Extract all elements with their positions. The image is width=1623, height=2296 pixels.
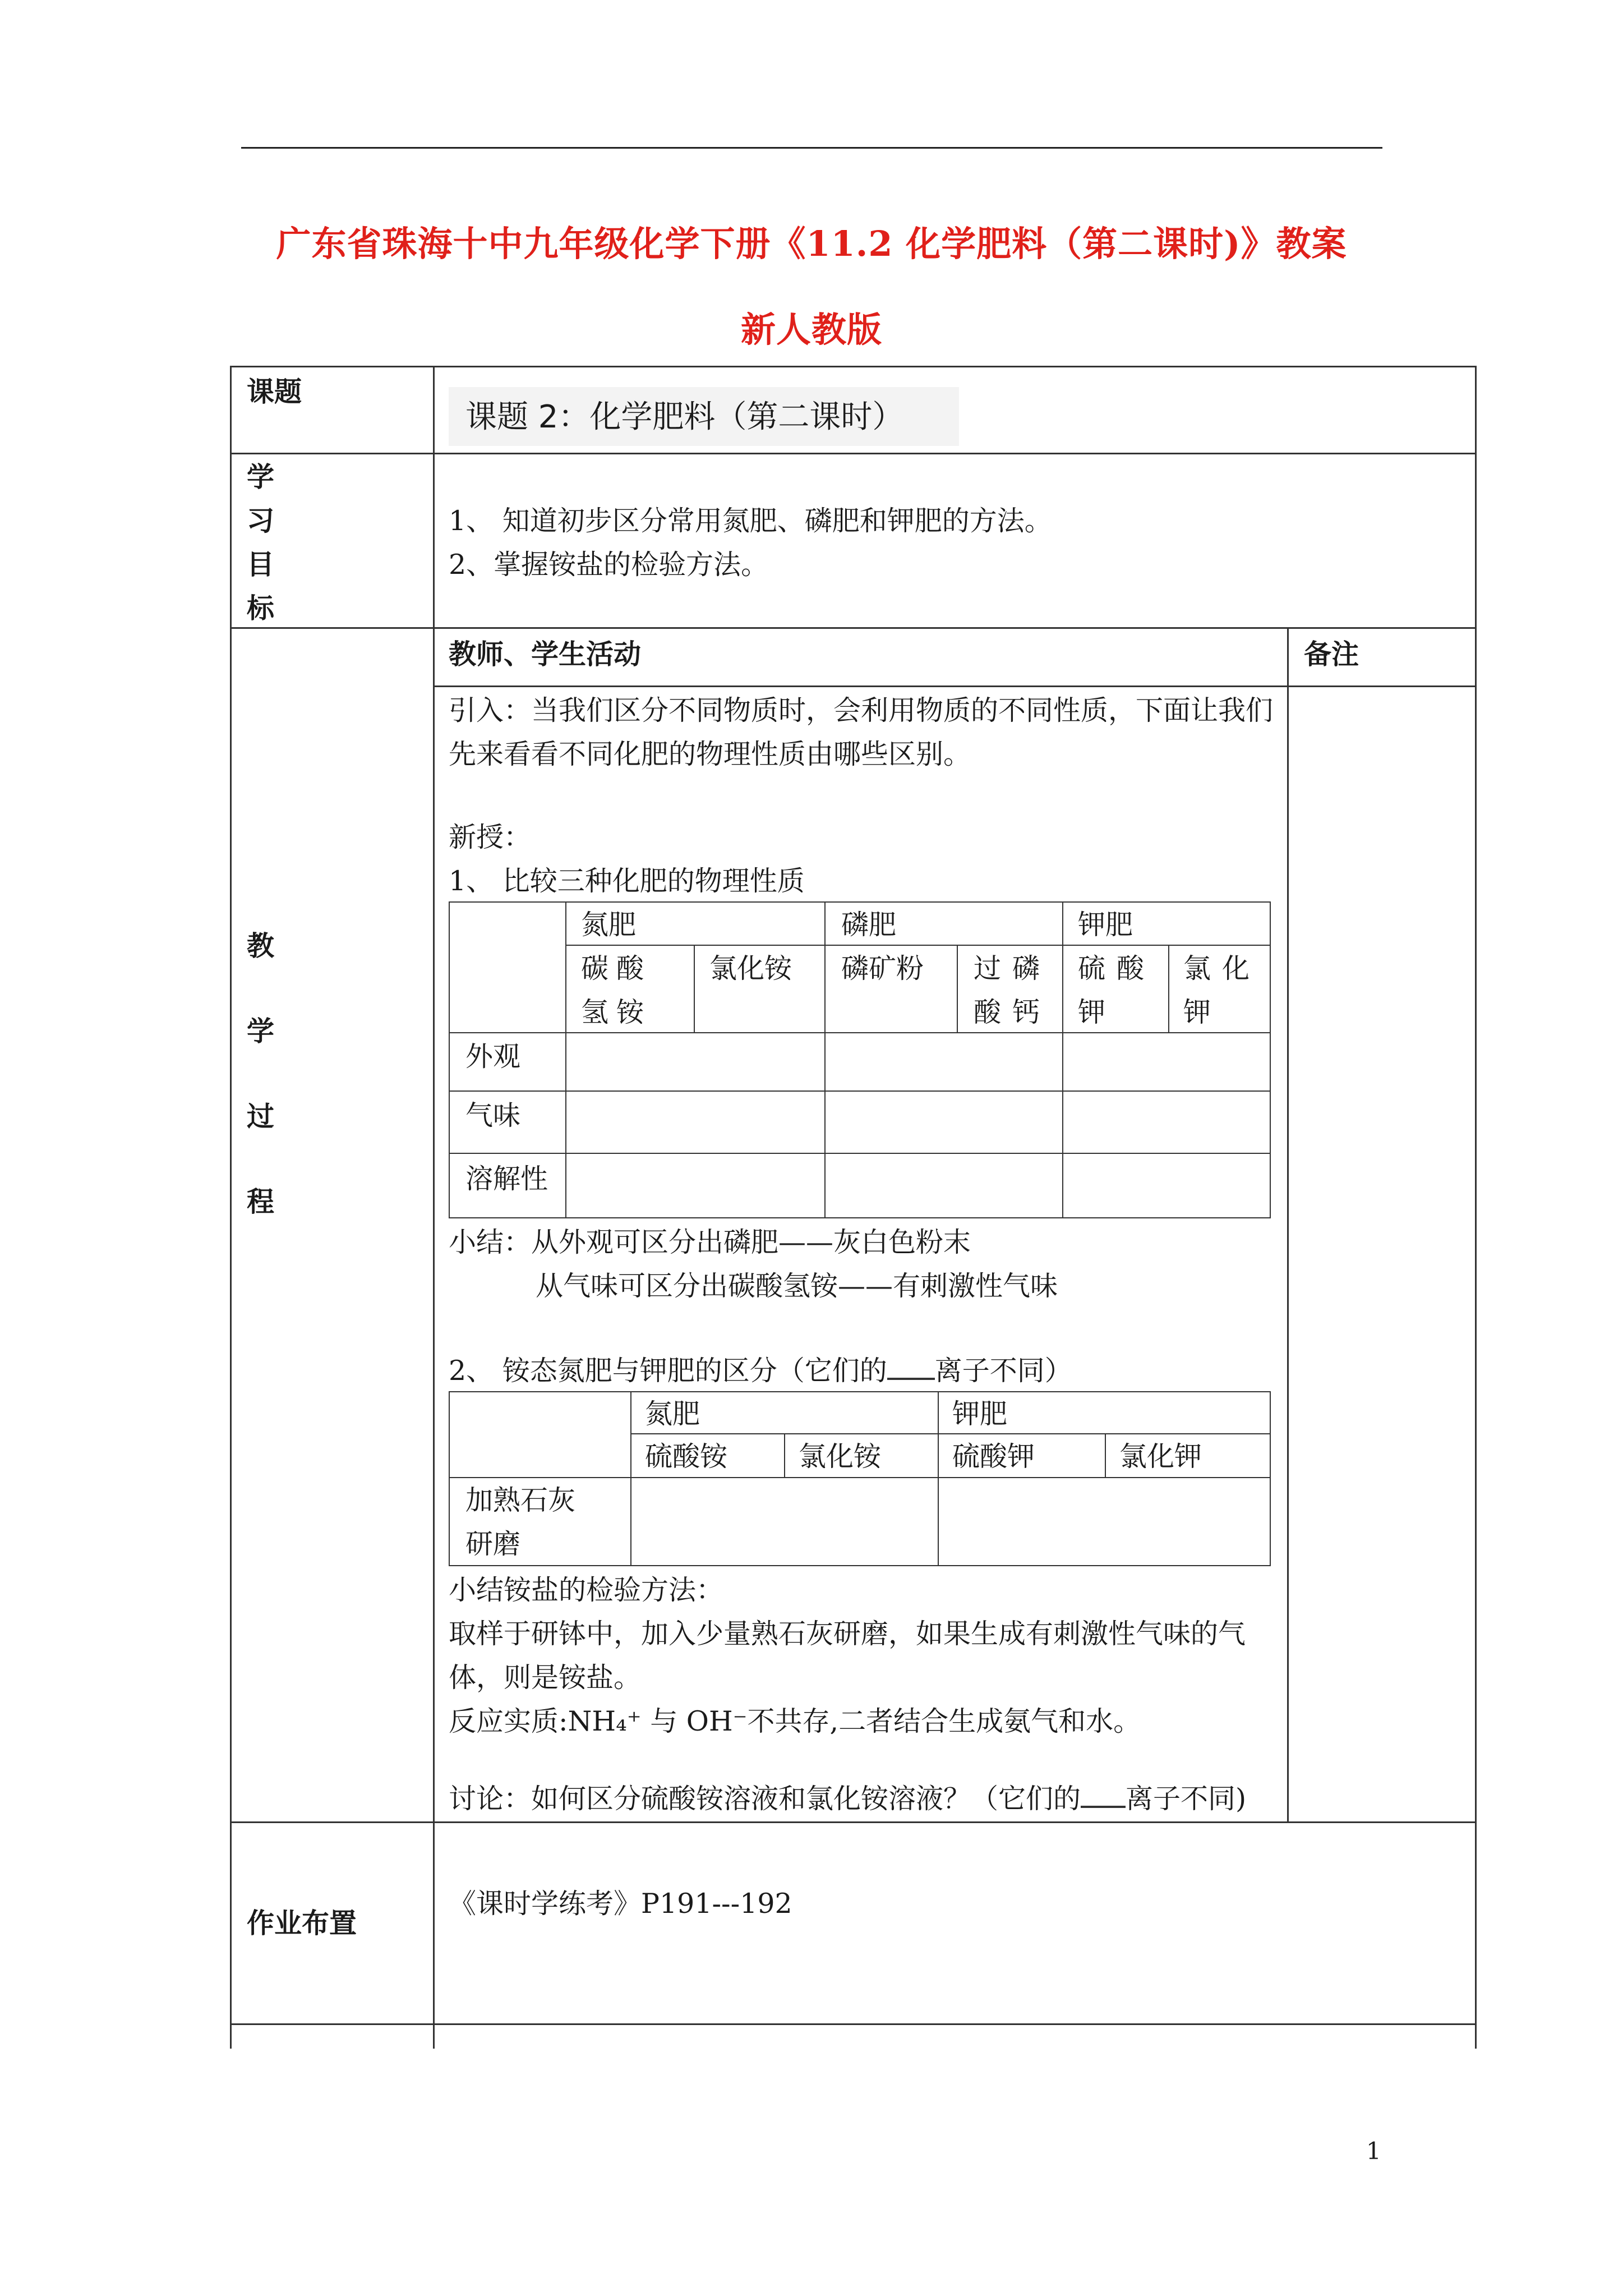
document-title: 广东省珠海十中九年级化学下册《11.2 化学肥料（第二课时)》教案 — [276, 223, 1347, 264]
group-phosphate: 磷肥 — [841, 909, 897, 941]
activity-header: 教师、学生活动 — [449, 638, 642, 670]
summary2-line1: 取样于研钵中，加入少量熟石灰研磨，如果生成有刺激性气味的气 — [449, 1618, 1246, 1650]
goals-label-3: 目 — [247, 549, 275, 581]
section1-heading: 1、 比较三种化肥的物理性质 — [449, 865, 805, 897]
section2-heading: 2、 铵态氮肥与钾肥的区分（它们的 离子不同） — [449, 1355, 1072, 1387]
item2-potassium-sulfate: 硫酸钾 — [952, 1441, 1035, 1473]
homework-value: 《课时学练考》P191---192 — [449, 1888, 792, 1920]
homework-label: 作业布置 — [247, 1907, 357, 1939]
goals-label-1: 学 — [247, 461, 275, 493]
intro-text: 引入：当我们区分不同物质时，会利用物质的不同性质，下面让我们先来看看不同化肥的物理性质由哪些区别。 — [449, 694, 1274, 770]
row-solubility: 溶解性 — [465, 1163, 548, 1195]
process-label-3: 过 — [247, 1101, 275, 1133]
item-ammonium-bicarbonate: 碳酸氢铵 — [581, 953, 652, 1028]
summary1-line1: 小结：从外观可区分出磷肥——灰白色粉末 — [449, 1226, 971, 1258]
top-rule — [241, 147, 1382, 149]
goals-label-4: 标 — [247, 592, 275, 624]
notes-header: 备注 — [1304, 638, 1359, 670]
process-label-4: 程 — [247, 1186, 275, 1218]
goal-item: 2、掌握铵盐的检验方法。 — [449, 549, 769, 581]
item2-ammonium-sulfate: 硫酸铵 — [645, 1441, 728, 1473]
summary2-title: 小结铵盐的检验方法： — [449, 1574, 724, 1606]
row2-label-2: 研磨 — [465, 1528, 521, 1560]
row2-label-1: 加熟石灰 — [465, 1484, 576, 1516]
group-nitrogen: 氮肥 — [581, 909, 637, 941]
topic-value: 课题 2：化学肥料（第二课时） — [465, 399, 904, 435]
topic-label: 课题 — [247, 376, 302, 408]
item-potassium-sulfate: 硫酸钾 — [1078, 953, 1156, 1028]
item2-ammonium-chloride: 氯化铵 — [799, 1441, 882, 1473]
group2-nitrogen: 氮肥 — [645, 1398, 700, 1430]
document-subtitle: 新人教版 — [740, 309, 882, 350]
reaction-text: 反应实质:NH₄⁺ 与 OH⁻不共存,二者结合生成氨气和水。 — [449, 1705, 1141, 1737]
item-superphosphate: 过磷酸钙 — [974, 953, 1052, 1028]
row-odor: 气味 — [465, 1099, 521, 1131]
item-potassium-chloride: 氯化钾 — [1183, 953, 1261, 1028]
goal-item: 1、 知道初步区分常用氮肥、磷肥和钾肥的方法。 — [449, 505, 1052, 537]
goals-label-2: 习 — [247, 505, 275, 537]
summary1-line2: 从气味可区分出碳酸氢铵——有刺激性气味 — [536, 1270, 1058, 1302]
fill-blank — [1081, 1783, 1126, 1808]
discussion-text: 讨论：如何区分硫酸铵溶液和氯化铵溶液？（它们的 离子不同) — [449, 1783, 1247, 1815]
item2-potassium-chloride: 氯化钾 — [1119, 1441, 1202, 1473]
process-label-2: 学 — [247, 1015, 275, 1047]
item-ammonium-chloride: 氯化铵 — [709, 953, 792, 984]
group2-potash: 钾肥 — [952, 1398, 1008, 1430]
item-phosphate-rock: 磷矿粉 — [841, 953, 924, 984]
summary2-line2: 体，则是铵盐。 — [449, 1662, 642, 1694]
row-appearance: 外观 — [465, 1041, 521, 1073]
fill-blank — [887, 1355, 935, 1380]
group-potash: 钾肥 — [1078, 909, 1133, 941]
new-lesson-label: 新授： — [449, 821, 532, 853]
process-label-1: 教 — [247, 930, 275, 962]
page-number: 1 — [1366, 2137, 1381, 2165]
